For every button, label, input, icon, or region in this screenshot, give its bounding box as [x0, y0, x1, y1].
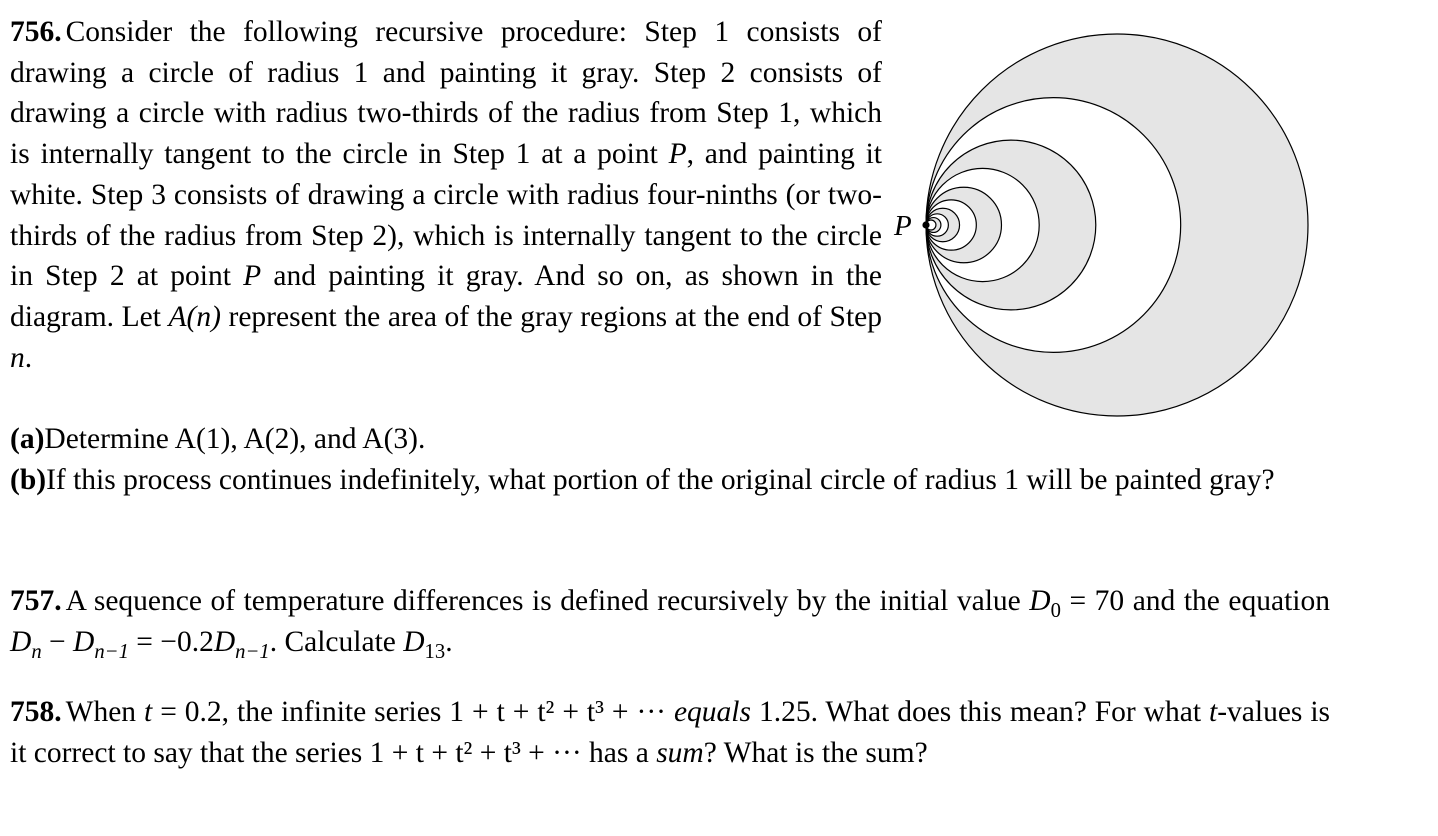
circle-step-8: [926, 214, 948, 236]
tangent-point-label: P: [894, 210, 912, 242]
circle-step-6: [926, 200, 976, 250]
problem-758: 758. When t = 0.2, the infinite series 1 + t + t² + t³ + ··· equals 1.25. What does this mean? For what t-values is it correct to say that the series 1 + t + t² + t³ + ··· has a sum? What is the sum?: [10, 696, 1331, 769]
problem-number: 758.: [10, 696, 62, 728]
problem-number: 757.: [10, 585, 62, 617]
area-function: A(n): [168, 300, 221, 333]
part-a: [10, 419, 1330, 460]
problem-number: 756.: [10, 16, 62, 48]
problem-756-statement: 756. Consider the following recursive procedure: Step 1 consists of drawing a circle of radius 1 and painting it gray. Step 2 consists of drawing a circle with radius two-thirds of the radius from Step 1, which is internally tangent to the circle in Step 1 at a point P, and painting it white. Step 3 consists of drawing a circle with radius four-ninths (or two-thirds of the radius from Step 2), which is internally tangent to the circle in Step 2 at point P and painting it gray. And so on, as shown in the diagram. Let A(n) represent the area of the gray regions at the end of Step n.: [10, 16, 883, 374]
part-a-label: (a): [10, 423, 45, 455]
series-expression-2: 1 + t + t² + t³ + ···: [369, 736, 582, 769]
circle-step-9: [926, 218, 941, 233]
circle-step-7: [926, 208, 960, 242]
part-b: [10, 460, 1330, 501]
circle-step-3: [926, 140, 1096, 310]
part-b-label: (b): [10, 464, 47, 496]
circle-step-1: [926, 34, 1308, 416]
part-a-text: Determine A(1), A(2), and A(3).: [44, 423, 426, 455]
circle-step-5: [926, 187, 1001, 262]
part-b-text: If this process continues indefinitely, what portion of the original circle of radius 1 will be painted gray?: [46, 464, 1275, 496]
circle-step-10: [926, 220, 936, 230]
circle-step-4: [926, 168, 1039, 281]
tangent-circles: [926, 34, 1308, 416]
circle-step-2: [926, 98, 1181, 353]
series-expression: 1 + t + t² + t³ + ···: [449, 696, 666, 728]
tangent-point-dot: [922, 221, 929, 228]
problem-757: 757. A sequence of temperature differences is defined recursively by the initial value $D_0 = 70$ and the equation $D_n - D_{n-1} = -0.2D_{n-1}$. Calculate $D_{13}$.: [10, 585, 1330, 663]
